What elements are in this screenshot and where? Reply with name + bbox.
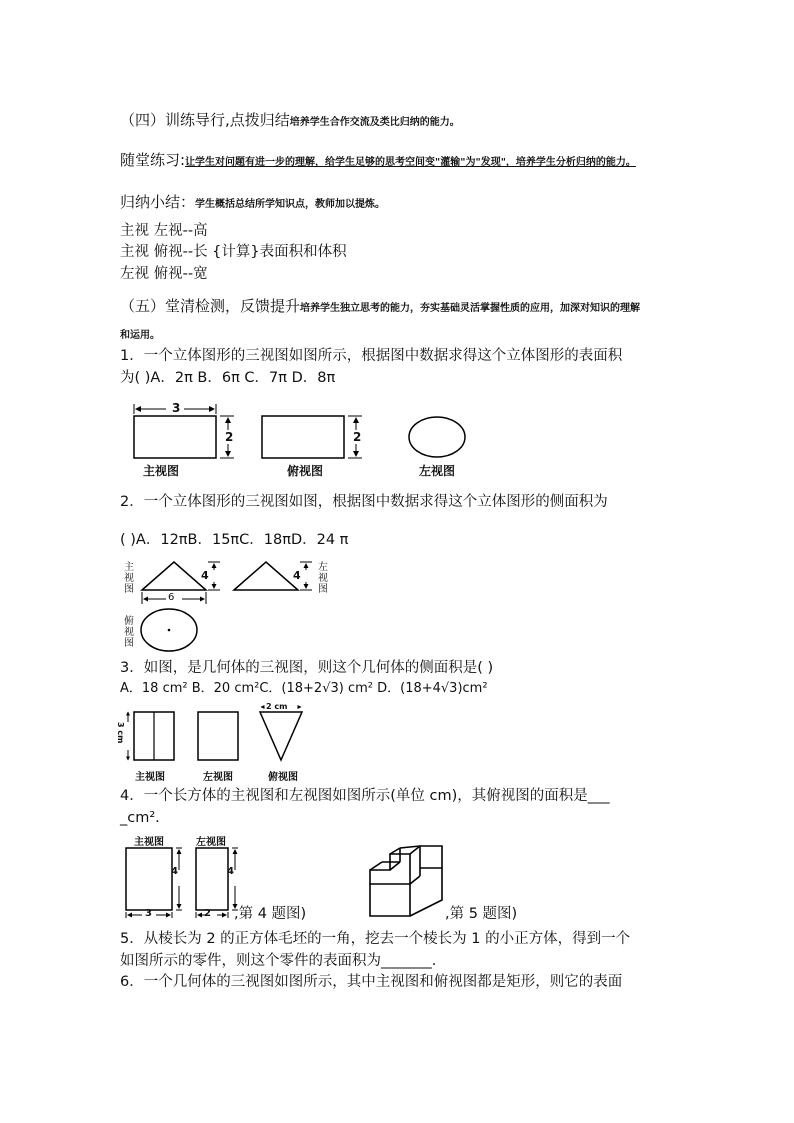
q3-top-triangle xyxy=(260,712,302,760)
section4-line xyxy=(120,110,460,133)
q1-label-front: 主视图 xyxy=(143,464,180,478)
q4-line2: _cm². xyxy=(120,810,160,826)
q1-front-rect xyxy=(134,416,216,458)
section5-note: 培养学生独立思考的能力，夯实基础灵活掌握性质的应用，加深对知识的理解 xyxy=(300,303,641,314)
practice-note: 让学生对问题有进一步的理解，给学生足够的思考空间变"灌输"为"发现"，培养学生分析归纳的能力。 xyxy=(185,157,636,168)
q4-dim-w1: 3 xyxy=(145,908,152,919)
q2-dim-h2: 4 xyxy=(293,569,301,582)
summary-line xyxy=(120,192,385,215)
q1-dim-h2: 2 xyxy=(353,430,362,444)
q4-front-rect xyxy=(126,848,172,910)
q5-line2: 如图所示的零件，则这个零件的表面积为_______. xyxy=(120,953,437,969)
q4-left-rect xyxy=(196,848,228,910)
q4-label-left: 左视图 xyxy=(196,837,226,848)
section5-note2: 和运用。 xyxy=(120,330,160,341)
q2-label-top: 俯视图 xyxy=(124,616,134,649)
q3-label-left: 左视图 xyxy=(203,772,233,783)
q5-caption: ,第 5 题图) xyxy=(445,906,518,922)
q3-label-top: 俯视图 xyxy=(268,772,298,783)
summary-note: 学生概括总结所学知识点，教师加以提炼。 xyxy=(195,199,386,210)
q1-label-left: 左视图 xyxy=(419,464,456,478)
q1-line2: 为( )A．2π B．6π C．7π D．8π xyxy=(120,370,336,386)
q2-left-triangle xyxy=(234,562,298,590)
q6-line1: 6．一个几何体的三视图如图所示，其中主视图和俯视图都是矩形，则它的表面 xyxy=(120,974,623,990)
q5-line1: 5．从棱长为 2 的正方体毛坯的一角，挖去一个棱长为 1 的小正方体，得到一个 xyxy=(120,931,631,947)
q2-line1: 2．一个立体图形的三视图如图，根据图中数据求得这个立体图形的侧面积为 xyxy=(120,494,608,510)
q3-dim-w: 2 cm xyxy=(266,702,288,711)
q4-line1: 4．一个长方体的主视图和左视图如图所示(单位 cm)，其俯视图的面积是___ xyxy=(120,788,610,804)
q3-line2: A．18 cm² B．20 cm²C．(18+2√3) cm² D．(18+4√3)cm² xyxy=(120,681,488,696)
section5-head: （五）堂清检测，反馈提升 xyxy=(120,297,301,315)
q2-label-front: 主视图 xyxy=(124,562,134,595)
q4-dim-h2: 4 xyxy=(227,866,234,877)
q4-q5-figure xyxy=(120,840,500,924)
q1-dim-w: 3 xyxy=(172,401,181,415)
q2-dim-h1: 4 xyxy=(201,569,209,582)
q3-left-rect xyxy=(198,712,238,760)
q3-figure xyxy=(122,702,322,770)
q4-caption: ,第 4 题图) xyxy=(234,906,307,922)
q1-top-rect xyxy=(262,416,344,458)
q2-label-left: 左视图 xyxy=(318,562,328,595)
q3-dim-h: 3 cm xyxy=(116,722,125,744)
q1-label-top: 俯视图 xyxy=(287,464,324,478)
section4-note: 培养学生合作交流及类比归纳的能力。 xyxy=(289,117,460,128)
q1-line1: 1．一个立体图形的三视图如图所示，根据图中数据求得这个立体图形的表面积 xyxy=(120,348,623,364)
section5-line xyxy=(120,296,640,319)
q2-dim-w: 6 xyxy=(168,592,175,603)
q4-dim-h1: 4 xyxy=(171,866,178,877)
q2-line2: ( )A．12πB．15πC．18πD．24 π xyxy=(120,532,349,548)
summary-line3: 左视 俯视--宽 xyxy=(120,266,208,282)
q1-dim-h1: 2 xyxy=(225,430,234,444)
summary-line1: 主视 左视--高 xyxy=(120,223,208,239)
practice-head: 随堂练习: xyxy=(120,151,186,169)
q3-line1: 3．如图，是几何体的三视图，则这个几何体的侧面积是( ) xyxy=(120,660,494,676)
practice-line xyxy=(120,150,636,173)
q4-dim-w2: 2 xyxy=(204,908,211,919)
q1-left-ellipse xyxy=(409,417,465,457)
q5-cube xyxy=(370,846,442,916)
summary-line2: 主视 俯视--长 {计算}表面积和体积 xyxy=(120,244,347,260)
q4-label-front: 主视图 xyxy=(134,837,164,848)
q3-label-front: 主视图 xyxy=(135,772,165,783)
summary-head: 归纳小结： xyxy=(120,193,196,211)
q2-front-triangle xyxy=(142,562,206,590)
section4-head: （四）训练导行,点拨归结 xyxy=(120,111,290,129)
